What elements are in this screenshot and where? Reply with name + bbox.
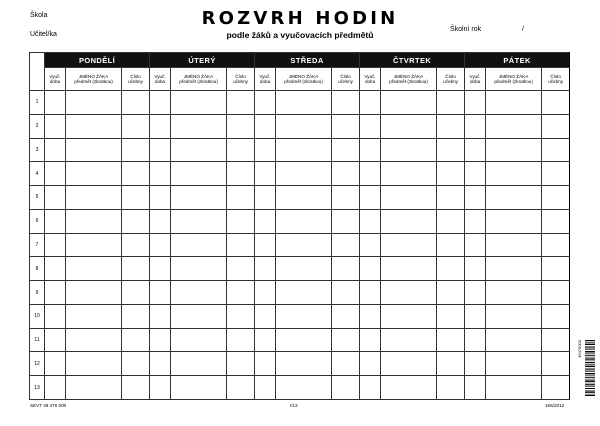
- hour-number: 7: [30, 233, 45, 257]
- hour-column-label: Hodina: [36, 63, 43, 83]
- student-subject-cell[interactable]: [276, 376, 332, 400]
- classroom-cell[interactable]: [542, 352, 570, 376]
- page-title: ROZVRH HODIN: [201, 8, 399, 29]
- time-cell[interactable]: [45, 209, 66, 233]
- time-cell[interactable]: [465, 209, 486, 233]
- student-subject-header-line-1: JMÉNO ŽÁKA: [288, 73, 319, 79]
- time-cell[interactable]: [150, 209, 171, 233]
- time-cell[interactable]: [45, 352, 66, 376]
- classroom-cell[interactable]: [122, 186, 150, 210]
- teaching-time-header: [45, 68, 66, 91]
- table-row: [30, 328, 570, 352]
- teaching-time-header: [255, 68, 276, 91]
- time-cell[interactable]: [465, 233, 486, 257]
- barcode-number: 49476000: [577, 340, 582, 358]
- student-subject-cell[interactable]: [381, 186, 437, 210]
- classroom-cell[interactable]: [122, 233, 150, 257]
- classroom-number-header: [437, 68, 465, 91]
- student-subject-header-line-1: JMÉNO ŽÁKA: [78, 73, 109, 79]
- time-cell[interactable]: [255, 233, 276, 257]
- table-row: [30, 233, 570, 257]
- time-cell[interactable]: [360, 328, 381, 352]
- student-subject-cell[interactable]: [381, 352, 437, 376]
- student-subject-header-line-2: předmět (zkratkou): [74, 79, 113, 84]
- student-subject-cell[interactable]: [381, 138, 437, 162]
- classroom-number-header-line-2: učebny: [128, 79, 143, 84]
- day-header-4: ČTVRTEK: [360, 53, 465, 68]
- student-subject-header-line-1: JMÉNO ŽÁKA: [393, 73, 424, 79]
- classroom-cell[interactable]: [542, 376, 570, 400]
- time-cell[interactable]: [360, 209, 381, 233]
- time-cell[interactable]: [45, 281, 66, 305]
- classroom-cell[interactable]: [542, 257, 570, 281]
- classroom-number-header-line-1: Číslo: [235, 73, 246, 79]
- student-subject-cell[interactable]: [171, 257, 227, 281]
- footer-form-code: I/12: [290, 403, 298, 408]
- classroom-number-header-line-2: učebny: [338, 79, 353, 84]
- classroom-cell[interactable]: [227, 91, 255, 115]
- hour-number: 11: [30, 328, 45, 352]
- school-year-label: Školní rok: [450, 26, 482, 33]
- student-subject-cell[interactable]: [381, 91, 437, 115]
- time-cell[interactable]: [465, 376, 486, 400]
- classroom-cell[interactable]: [437, 138, 465, 162]
- classroom-cell[interactable]: [332, 138, 360, 162]
- time-cell[interactable]: [360, 304, 381, 328]
- time-cell[interactable]: [150, 376, 171, 400]
- classroom-cell[interactable]: [542, 304, 570, 328]
- day-header-3: STŘEDA: [255, 53, 360, 68]
- student-subject-header-line-2: předmět (zkratkou): [284, 79, 323, 84]
- student-subject-cell[interactable]: [66, 376, 122, 400]
- classroom-cell[interactable]: [332, 91, 360, 115]
- student-subject-header-line-1: JMÉNO ŽÁKA: [183, 73, 214, 79]
- teaching-time-header-line-2: doba: [259, 79, 271, 84]
- time-cell[interactable]: [360, 91, 381, 115]
- time-cell[interactable]: [150, 186, 171, 210]
- day-header-1: PONDĚLÍ: [45, 53, 150, 68]
- student-subject-cell[interactable]: [486, 328, 542, 352]
- classroom-cell[interactable]: [122, 281, 150, 305]
- classroom-cell[interactable]: [122, 257, 150, 281]
- time-cell[interactable]: [45, 138, 66, 162]
- student-subject-cell[interactable]: [171, 281, 227, 305]
- time-cell[interactable]: [150, 328, 171, 352]
- hour-number: 1: [30, 91, 45, 115]
- student-subject-cell[interactable]: [171, 162, 227, 186]
- hour-column-header: [30, 53, 45, 91]
- student-subject-cell[interactable]: [66, 186, 122, 210]
- student-subject-cell[interactable]: [486, 114, 542, 138]
- hour-number: 3: [30, 138, 45, 162]
- student-subject-cell[interactable]: [381, 162, 437, 186]
- time-cell[interactable]: [45, 304, 66, 328]
- student-subject-header: [171, 68, 227, 91]
- teaching-time-header-line-1: Vyuč.: [364, 73, 376, 79]
- classroom-number-header: [122, 68, 150, 91]
- classroom-cell[interactable]: [542, 114, 570, 138]
- time-cell[interactable]: [465, 138, 486, 162]
- classroom-cell[interactable]: [542, 91, 570, 115]
- table-row: [30, 114, 570, 138]
- time-cell[interactable]: [465, 352, 486, 376]
- student-subject-cell[interactable]: [66, 304, 122, 328]
- student-subject-cell[interactable]: [381, 328, 437, 352]
- time-cell[interactable]: [465, 186, 486, 210]
- time-cell[interactable]: [255, 328, 276, 352]
- teaching-time-header: [465, 68, 486, 91]
- student-subject-cell[interactable]: [66, 281, 122, 305]
- time-cell[interactable]: [150, 114, 171, 138]
- classroom-cell[interactable]: [437, 114, 465, 138]
- table-row: [30, 91, 570, 115]
- classroom-cell[interactable]: [437, 304, 465, 328]
- time-cell[interactable]: [255, 352, 276, 376]
- student-subject-cell[interactable]: [171, 114, 227, 138]
- student-subject-cell[interactable]: [276, 91, 332, 115]
- teaching-time-header-line-1: Vyuč.: [49, 73, 61, 79]
- student-subject-cell[interactable]: [276, 209, 332, 233]
- student-subject-cell[interactable]: [171, 376, 227, 400]
- time-cell[interactable]: [465, 281, 486, 305]
- table-row: [30, 304, 570, 328]
- classroom-cell[interactable]: [437, 328, 465, 352]
- classroom-number-header: [332, 68, 360, 91]
- student-subject-header: [381, 68, 437, 91]
- time-cell[interactable]: [45, 114, 66, 138]
- student-subject-cell[interactable]: [381, 209, 437, 233]
- teaching-time-header-line-1: Vyuč.: [259, 73, 271, 79]
- time-cell[interactable]: [465, 257, 486, 281]
- classroom-cell[interactable]: [437, 376, 465, 400]
- classroom-cell[interactable]: [542, 186, 570, 210]
- table-row: [30, 352, 570, 376]
- classroom-cell[interactable]: [122, 352, 150, 376]
- classroom-cell[interactable]: [227, 114, 255, 138]
- hour-number: 5: [30, 186, 45, 210]
- time-cell[interactable]: [150, 352, 171, 376]
- classroom-cell[interactable]: [437, 281, 465, 305]
- teaching-time-header-line-1: Vyuč.: [154, 73, 166, 79]
- table-row: [30, 281, 570, 305]
- teaching-time-header-line-2: doba: [154, 79, 166, 84]
- footer-edition: 166/2012: [545, 403, 565, 408]
- student-subject-cell[interactable]: [171, 91, 227, 115]
- student-subject-header-line-1: JMÉNO ŽÁKA: [498, 73, 529, 79]
- student-subject-cell[interactable]: [381, 304, 437, 328]
- teaching-time-header-line-1: Vyuč.: [469, 73, 481, 79]
- classroom-cell[interactable]: [542, 328, 570, 352]
- time-cell[interactable]: [360, 257, 381, 281]
- table-row: [30, 257, 570, 281]
- page-subtitle: podle žáků a vyučovacích předmětů: [226, 30, 374, 40]
- classroom-cell[interactable]: [122, 209, 150, 233]
- classroom-cell[interactable]: [542, 138, 570, 162]
- hour-number: 9: [30, 281, 45, 305]
- student-subject-cell[interactable]: [486, 138, 542, 162]
- classroom-cell[interactable]: [332, 376, 360, 400]
- barcode-icon: [585, 340, 595, 396]
- classroom-cell[interactable]: [542, 162, 570, 186]
- hour-number: 8: [30, 257, 45, 281]
- student-subject-cell[interactable]: [486, 281, 542, 305]
- hour-number: 4: [30, 162, 45, 186]
- table-row: [30, 138, 570, 162]
- student-subject-cell[interactable]: [276, 162, 332, 186]
- time-cell[interactable]: [360, 138, 381, 162]
- student-subject-cell[interactable]: [486, 162, 542, 186]
- classroom-cell[interactable]: [332, 162, 360, 186]
- student-subject-cell[interactable]: [171, 304, 227, 328]
- classroom-cell[interactable]: [227, 328, 255, 352]
- student-subject-cell[interactable]: [66, 138, 122, 162]
- classroom-cell[interactable]: [227, 352, 255, 376]
- classroom-number-header-line-2: učebny: [548, 79, 564, 84]
- student-subject-cell[interactable]: [486, 209, 542, 233]
- student-subject-header-line-2: předmět (zkratkou): [179, 79, 218, 84]
- student-subject-cell[interactable]: [66, 209, 122, 233]
- classroom-cell[interactable]: [332, 209, 360, 233]
- table-row: [30, 186, 570, 210]
- day-header-2: ÚTERÝ: [150, 53, 255, 68]
- classroom-cell[interactable]: [332, 257, 360, 281]
- student-subject-header: [486, 68, 542, 91]
- student-subject-cell[interactable]: [276, 304, 332, 328]
- student-subject-cell[interactable]: [276, 352, 332, 376]
- time-cell[interactable]: [465, 304, 486, 328]
- time-cell[interactable]: [360, 376, 381, 400]
- timetable-grid: [29, 52, 570, 400]
- time-cell[interactable]: [150, 257, 171, 281]
- classroom-cell[interactable]: [437, 209, 465, 233]
- table-row: [30, 209, 570, 233]
- student-subject-cell[interactable]: [486, 304, 542, 328]
- classroom-cell[interactable]: [227, 138, 255, 162]
- teaching-time-header-line-2: doba: [469, 79, 481, 84]
- time-cell[interactable]: [255, 162, 276, 186]
- student-subject-cell[interactable]: [171, 209, 227, 233]
- classroom-cell[interactable]: [227, 233, 255, 257]
- table-row: [30, 376, 570, 400]
- time-cell[interactable]: [45, 257, 66, 281]
- time-cell[interactable]: [45, 233, 66, 257]
- student-subject-cell[interactable]: [381, 257, 437, 281]
- classroom-cell[interactable]: [122, 376, 150, 400]
- classroom-number-header: [227, 68, 255, 91]
- time-cell[interactable]: [255, 304, 276, 328]
- time-cell[interactable]: [255, 114, 276, 138]
- time-cell[interactable]: [360, 233, 381, 257]
- classroom-cell[interactable]: [542, 233, 570, 257]
- time-cell[interactable]: [360, 114, 381, 138]
- time-cell[interactable]: [360, 186, 381, 210]
- hour-number: 6: [30, 209, 45, 233]
- hour-number: 2: [30, 114, 45, 138]
- classroom-number-header-line-1: Číslo: [340, 73, 351, 79]
- time-cell[interactable]: [360, 281, 381, 305]
- student-subject-cell[interactable]: [276, 328, 332, 352]
- classroom-cell[interactable]: [332, 233, 360, 257]
- student-subject-cell[interactable]: [276, 233, 332, 257]
- classroom-cell[interactable]: [227, 376, 255, 400]
- student-subject-header: [276, 68, 332, 91]
- time-cell[interactable]: [45, 376, 66, 400]
- student-subject-cell[interactable]: [171, 352, 227, 376]
- classroom-cell[interactable]: [437, 352, 465, 376]
- student-subject-cell[interactable]: [276, 186, 332, 210]
- time-cell[interactable]: [150, 162, 171, 186]
- student-subject-header-line-2: předmět (zkratkou): [389, 79, 428, 84]
- time-cell[interactable]: [360, 352, 381, 376]
- student-subject-cell[interactable]: [276, 114, 332, 138]
- classroom-cell[interactable]: [227, 209, 255, 233]
- day-header-5: PÁTEK: [465, 53, 570, 68]
- student-subject-cell[interactable]: [66, 114, 122, 138]
- student-subject-header-line-2: předmět (zkratkou): [494, 79, 533, 84]
- student-subject-cell[interactable]: [171, 138, 227, 162]
- school-year-separator: /: [522, 26, 524, 33]
- student-subject-cell[interactable]: [171, 233, 227, 257]
- classroom-cell[interactable]: [437, 186, 465, 210]
- classroom-cell[interactable]: [332, 304, 360, 328]
- time-cell[interactable]: [45, 328, 66, 352]
- student-subject-cell[interactable]: [66, 162, 122, 186]
- classroom-number-header-line-2: učebny: [443, 79, 458, 84]
- time-cell[interactable]: [255, 91, 276, 115]
- column-subheader-row: [30, 68, 570, 91]
- time-cell[interactable]: [255, 138, 276, 162]
- student-subject-cell[interactable]: [486, 233, 542, 257]
- classroom-cell[interactable]: [332, 114, 360, 138]
- time-cell[interactable]: [150, 281, 171, 305]
- footer-publisher: SEVT 49 476 000: [30, 403, 67, 408]
- classroom-cell[interactable]: [122, 162, 150, 186]
- classroom-number-header-line-1: Číslo: [445, 73, 456, 79]
- teaching-time-header: [360, 68, 381, 91]
- teacher-label: Učitel/ka: [30, 31, 57, 38]
- classroom-cell[interactable]: [122, 304, 150, 328]
- time-cell[interactable]: [150, 304, 171, 328]
- time-cell[interactable]: [465, 328, 486, 352]
- classroom-cell[interactable]: [542, 281, 570, 305]
- classroom-cell[interactable]: [227, 281, 255, 305]
- student-subject-cell[interactable]: [486, 376, 542, 400]
- time-cell[interactable]: [465, 114, 486, 138]
- classroom-cell[interactable]: [227, 304, 255, 328]
- classroom-cell[interactable]: [437, 257, 465, 281]
- time-cell[interactable]: [255, 281, 276, 305]
- hour-number: 10: [30, 304, 45, 328]
- classroom-cell[interactable]: [332, 328, 360, 352]
- hour-number: 13: [30, 376, 45, 400]
- student-subject-cell[interactable]: [381, 233, 437, 257]
- student-subject-cell[interactable]: [381, 376, 437, 400]
- hour-number: 12: [30, 352, 45, 376]
- classroom-cell[interactable]: [332, 281, 360, 305]
- school-label: Škola: [30, 12, 48, 19]
- classroom-cell[interactable]: [227, 186, 255, 210]
- time-cell[interactable]: [465, 91, 486, 115]
- time-cell[interactable]: [255, 257, 276, 281]
- time-cell[interactable]: [45, 91, 66, 115]
- classroom-cell[interactable]: [122, 138, 150, 162]
- time-cell[interactable]: [150, 91, 171, 115]
- time-cell[interactable]: [255, 186, 276, 210]
- time-cell[interactable]: [45, 162, 66, 186]
- student-subject-cell[interactable]: [276, 257, 332, 281]
- classroom-cell[interactable]: [122, 328, 150, 352]
- table-row: [30, 162, 570, 186]
- student-subject-cell[interactable]: [486, 257, 542, 281]
- classroom-cell[interactable]: [332, 186, 360, 210]
- student-subject-cell[interactable]: [381, 114, 437, 138]
- classroom-cell[interactable]: [227, 257, 255, 281]
- classroom-cell[interactable]: [437, 162, 465, 186]
- student-subject-cell[interactable]: [486, 91, 542, 115]
- time-cell[interactable]: [360, 162, 381, 186]
- student-subject-cell[interactable]: [486, 186, 542, 210]
- time-cell[interactable]: [150, 233, 171, 257]
- classroom-cell[interactable]: [542, 209, 570, 233]
- time-cell[interactable]: [255, 376, 276, 400]
- classroom-cell[interactable]: [122, 114, 150, 138]
- classroom-cell[interactable]: [437, 233, 465, 257]
- student-subject-cell[interactable]: [171, 186, 227, 210]
- student-subject-cell[interactable]: [66, 91, 122, 115]
- classroom-cell[interactable]: [227, 162, 255, 186]
- time-cell[interactable]: [255, 209, 276, 233]
- time-cell[interactable]: [465, 162, 486, 186]
- classroom-cell[interactable]: [122, 91, 150, 115]
- student-subject-header: [66, 68, 122, 91]
- teaching-time-header-line-2: doba: [364, 79, 376, 84]
- student-subject-cell[interactable]: [171, 328, 227, 352]
- day-header-row: [30, 53, 570, 68]
- time-cell[interactable]: [150, 138, 171, 162]
- student-subject-cell[interactable]: [66, 233, 122, 257]
- student-subject-cell[interactable]: [66, 352, 122, 376]
- classroom-number-header-line-1: Číslo: [550, 73, 561, 79]
- classroom-cell[interactable]: [332, 352, 360, 376]
- classroom-cell[interactable]: [437, 91, 465, 115]
- student-subject-cell[interactable]: [276, 281, 332, 305]
- classroom-number-header-line-1: Číslo: [130, 73, 141, 79]
- student-subject-cell[interactable]: [381, 281, 437, 305]
- student-subject-cell[interactable]: [66, 257, 122, 281]
- student-subject-cell[interactable]: [486, 352, 542, 376]
- teaching-time-header: [150, 68, 171, 91]
- time-cell[interactable]: [45, 186, 66, 210]
- student-subject-cell[interactable]: [276, 138, 332, 162]
- student-subject-cell[interactable]: [66, 328, 122, 352]
- classroom-number-header-line-2: učebny: [233, 79, 248, 84]
- teaching-time-header-line-2: doba: [49, 79, 61, 84]
- classroom-number-header: [542, 68, 570, 91]
